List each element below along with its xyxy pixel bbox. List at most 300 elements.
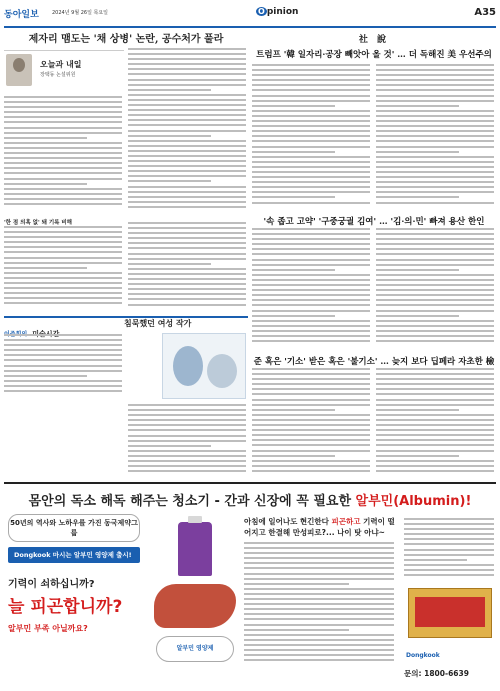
text-line <box>128 304 246 306</box>
editorial-text-2b <box>376 228 494 345</box>
editorial-text-1a <box>252 64 370 207</box>
column-text-c <box>4 226 122 308</box>
text-line <box>128 455 246 457</box>
text-line <box>4 277 122 279</box>
text-line <box>376 304 494 306</box>
product-box-image <box>408 588 492 638</box>
text-line <box>376 279 494 281</box>
text-line <box>252 253 370 255</box>
text-line <box>128 258 246 260</box>
text-line <box>244 562 394 564</box>
text-line <box>4 188 122 190</box>
text-line <box>252 146 370 148</box>
ad-question-1: 기력이 쇠하십니까? <box>8 579 95 590</box>
text-line <box>244 588 394 590</box>
text-line <box>376 233 494 235</box>
text-line <box>128 170 246 172</box>
text-line <box>128 222 246 224</box>
text-line <box>4 152 122 154</box>
text-line <box>128 206 246 208</box>
text-line <box>244 547 394 549</box>
text-line <box>252 171 370 173</box>
text-line <box>376 135 494 137</box>
text-line <box>244 634 394 636</box>
text-line <box>252 191 370 193</box>
text-line <box>252 196 335 198</box>
text-line <box>252 289 370 291</box>
text-line <box>376 110 494 112</box>
text-line <box>252 274 370 276</box>
text-line <box>4 282 122 284</box>
text-line <box>244 613 394 615</box>
text-line <box>252 330 370 332</box>
text-line <box>252 378 370 380</box>
text-line <box>244 578 394 580</box>
ad-body-headline-b: 피곤하고 <box>331 517 361 526</box>
text-line <box>252 100 370 102</box>
text-line <box>376 289 494 291</box>
text-line <box>376 161 494 163</box>
text-line <box>376 69 494 71</box>
text-line <box>252 161 370 163</box>
ad-anniversary: 50년의 역사와 노하우를 가진 동국제약그룹 <box>8 514 140 542</box>
column-text-d <box>128 222 246 309</box>
text-line <box>128 119 246 121</box>
ad-brand-footer: Dongkook <box>406 652 440 659</box>
text-line <box>376 181 494 183</box>
text-line <box>252 95 370 97</box>
text-line <box>376 115 494 117</box>
text-line <box>376 238 494 240</box>
text-line <box>244 654 394 656</box>
text-line <box>252 151 335 153</box>
text-line <box>252 228 370 230</box>
column-text-b <box>128 48 246 211</box>
text-line <box>252 455 335 457</box>
text-line <box>244 573 394 575</box>
text-line <box>128 145 246 147</box>
text-line <box>4 359 122 361</box>
ad-headline-text: 몸안의 독소 해독 해주는 청소기 - 간과 신장에 꼭 필요한 <box>28 494 356 509</box>
text-line <box>128 155 246 157</box>
author-portrait <box>6 54 32 86</box>
text-line <box>128 404 246 406</box>
text-line <box>376 444 494 446</box>
author-role <box>40 71 75 78</box>
text-line <box>128 84 246 86</box>
text-line <box>252 259 370 261</box>
text-line <box>376 248 494 250</box>
text-line <box>376 439 494 441</box>
text-line <box>4 349 122 351</box>
text-line <box>376 455 459 457</box>
text-line <box>4 231 122 233</box>
text-line <box>376 325 494 327</box>
text-line <box>252 69 370 71</box>
text-line <box>252 110 370 112</box>
text-line <box>128 99 246 101</box>
text-line <box>376 330 494 332</box>
art-column-title: 침묵했던 여성 작가 <box>124 318 192 328</box>
ad-body <box>244 516 400 664</box>
text-line <box>252 233 370 235</box>
text-line <box>252 186 370 188</box>
text-line <box>252 243 370 245</box>
text-line <box>252 429 370 431</box>
text-line <box>4 365 122 367</box>
text-line <box>376 125 494 127</box>
text-line <box>252 64 370 66</box>
text-line <box>4 354 122 356</box>
text-line <box>252 166 370 168</box>
text-line <box>376 373 494 375</box>
text-line <box>244 552 394 554</box>
text-line <box>376 340 494 342</box>
text-line <box>4 198 122 200</box>
text-line <box>4 241 122 243</box>
text-line <box>4 236 122 238</box>
text-line <box>376 383 494 385</box>
text-line <box>376 191 494 193</box>
text-line <box>4 262 122 264</box>
text-line <box>128 419 246 421</box>
text-line <box>252 340 370 342</box>
text-line <box>4 339 122 341</box>
text-line <box>4 203 122 205</box>
text-line <box>128 58 246 60</box>
ad-pill-label: 알부민 영양제 <box>156 636 234 662</box>
text-line <box>128 278 246 280</box>
text-line <box>244 624 394 626</box>
text-line <box>252 383 370 385</box>
text-line <box>128 191 246 193</box>
text-line <box>252 465 370 467</box>
text-line <box>128 114 246 116</box>
text-line <box>128 293 246 295</box>
text-line <box>128 68 246 70</box>
text-line <box>4 344 122 346</box>
text-line <box>4 178 122 180</box>
text-line <box>376 399 494 401</box>
text-line <box>4 297 122 299</box>
text-line <box>252 135 370 137</box>
text-line <box>252 294 370 296</box>
text-line <box>376 310 494 312</box>
text-line <box>128 242 246 244</box>
text-line <box>4 226 122 228</box>
text-line <box>252 248 370 250</box>
text-line <box>4 193 122 195</box>
text-line <box>376 84 494 86</box>
text-line <box>128 186 246 188</box>
text-line <box>252 310 370 312</box>
text-line <box>128 409 246 411</box>
text-line <box>128 273 246 275</box>
ad-body-headline-a: 아침에 일어나도 현긴한다 <box>244 517 332 526</box>
text-line <box>252 284 370 286</box>
text-line <box>404 559 467 561</box>
text-line <box>4 147 122 149</box>
text-line <box>4 127 122 129</box>
text-line <box>244 557 394 559</box>
text-line <box>128 150 246 152</box>
text-line <box>244 659 394 661</box>
text-line <box>376 368 494 370</box>
text-line <box>252 434 370 436</box>
text-line <box>376 320 494 322</box>
text-line <box>404 518 494 520</box>
text-line <box>376 100 494 102</box>
text-line <box>4 257 122 259</box>
text-line <box>376 151 459 153</box>
text-line <box>128 48 246 50</box>
section-label <box>256 7 298 17</box>
text-line <box>252 279 370 281</box>
text-line <box>128 140 246 142</box>
text-line <box>252 404 370 406</box>
editorial-text-1b <box>376 64 494 207</box>
text-line <box>128 124 246 126</box>
text-line <box>244 644 394 646</box>
text-line <box>244 567 394 569</box>
column-subhead: '한 점 의혹 없' 돼 기록 비해 <box>4 220 72 226</box>
text-line <box>252 115 370 117</box>
text-line <box>244 593 394 595</box>
text-line <box>4 267 87 269</box>
text-line <box>376 465 494 467</box>
text-line <box>252 269 335 271</box>
text-line <box>376 393 494 395</box>
text-line <box>128 424 246 426</box>
text-line <box>252 470 370 472</box>
text-line <box>4 167 122 169</box>
text-line <box>376 299 494 301</box>
text-line <box>128 429 246 431</box>
text-line <box>252 156 370 158</box>
text-line <box>244 629 349 631</box>
albumin-advertisement[interactable] <box>4 482 496 687</box>
ad-brand-banner: Dongkook 마시는 알부민 영양제 출시! <box>8 547 140 563</box>
author-title: 논설위원 <box>56 72 76 78</box>
text-line <box>252 181 370 183</box>
text-line <box>376 74 494 76</box>
text-line <box>376 79 494 81</box>
text-line <box>128 247 246 249</box>
text-line <box>376 146 494 148</box>
text-line <box>252 89 370 91</box>
ad-question-2: 늘 피곤합니까? <box>8 597 123 617</box>
text-line <box>128 263 211 265</box>
text-line <box>128 109 246 111</box>
text-line <box>128 450 246 452</box>
text-line <box>252 388 370 390</box>
text-line <box>128 130 246 132</box>
text-line <box>128 94 246 96</box>
text-line <box>128 435 246 437</box>
section-word: pinion <box>266 7 299 17</box>
text-line <box>128 232 246 234</box>
ad-contact-number[interactable]: 문의: 1800-6639 <box>404 669 469 678</box>
text-line <box>128 253 246 255</box>
column-text-a <box>4 96 122 208</box>
column-headline: 제자리 맴도는 '채 상병' 논란, 공수처가 풀라 <box>28 34 224 45</box>
text-line <box>4 121 122 123</box>
text-line <box>376 64 494 66</box>
ad-right-panel <box>404 518 496 682</box>
text-line <box>4 390 122 392</box>
editorial-title-1: 트럼프 '韓 일자리·공장 빼앗아 올 것' … 더 독해진 美 우선주의 <box>256 50 492 60</box>
text-line <box>128 470 246 472</box>
text-line <box>376 130 494 132</box>
author-box <box>4 50 124 88</box>
text-line <box>376 253 494 255</box>
text-line <box>252 368 370 370</box>
text-line <box>404 523 494 525</box>
text-line <box>376 424 494 426</box>
art-text-b <box>128 404 246 475</box>
text-line <box>252 393 370 395</box>
text-line <box>128 298 246 300</box>
ad-body-text <box>244 542 394 661</box>
editorial-text-3b <box>376 368 494 475</box>
text-line <box>376 196 459 198</box>
text-line <box>4 183 87 185</box>
text-line <box>376 228 494 230</box>
text-line <box>4 302 122 304</box>
text-line <box>252 140 370 142</box>
ad-side-text <box>404 518 494 576</box>
text-line <box>128 414 246 416</box>
text-line <box>128 460 246 462</box>
text-line <box>252 264 370 266</box>
text-line <box>376 95 494 97</box>
text-line <box>404 564 494 566</box>
text-line <box>404 549 494 551</box>
text-line <box>128 237 246 239</box>
text-line <box>376 186 494 188</box>
text-line <box>376 89 494 91</box>
text-line <box>376 470 494 472</box>
text-line <box>244 598 394 600</box>
text-line <box>128 104 246 106</box>
text-line <box>376 388 494 390</box>
text-line <box>4 370 122 372</box>
text-line <box>376 414 494 416</box>
text-line <box>128 201 246 203</box>
text-line <box>252 414 370 416</box>
page-number: A35 <box>474 7 496 18</box>
text-line <box>4 96 122 98</box>
text-line <box>252 79 370 81</box>
text-line <box>4 287 122 289</box>
text-line <box>376 140 494 142</box>
text-line <box>376 156 494 158</box>
text-line <box>128 175 246 177</box>
text-line <box>404 543 494 545</box>
text-line <box>376 419 494 421</box>
text-line <box>128 283 246 285</box>
artwork-image <box>162 333 246 399</box>
text-line <box>4 334 122 336</box>
text-line <box>252 335 370 337</box>
text-line <box>252 125 370 127</box>
ad-headline-product: 알부민(Albumin)! <box>355 494 472 509</box>
text-line <box>376 202 494 204</box>
text-line <box>4 142 122 144</box>
text-line <box>128 160 246 162</box>
editorial-title-2: '속 좁고 고약' '구중궁궐 김여' … '김·의·민' 빠져 용산 한인 <box>263 217 485 227</box>
product-bottle-icon <box>178 522 212 576</box>
text-line <box>376 166 494 168</box>
text-line <box>128 288 246 290</box>
ad-question-3: 알부민 부족 아닐까요? <box>8 624 88 633</box>
text-line <box>376 243 494 245</box>
text-line <box>4 272 122 274</box>
opinion-column <box>4 32 248 78</box>
text-line <box>252 130 370 132</box>
text-line <box>252 409 335 411</box>
editorial-label: 社 說 <box>358 35 390 45</box>
text-line <box>376 409 459 411</box>
text-line <box>252 176 370 178</box>
text-line <box>252 238 370 240</box>
ad-left-panel <box>4 514 144 684</box>
text-line <box>128 79 246 81</box>
text-line <box>404 538 494 540</box>
text-line <box>404 574 494 576</box>
text-line <box>252 315 335 317</box>
text-line <box>4 172 122 174</box>
text-line <box>244 583 349 585</box>
text-line <box>244 639 394 641</box>
text-line <box>4 375 87 377</box>
text-line <box>404 554 494 556</box>
text-line <box>404 533 494 535</box>
text-line <box>128 180 211 182</box>
text-line <box>128 440 246 442</box>
text-line <box>376 171 494 173</box>
ad-product-illustration <box>150 518 240 678</box>
issue-date: 2024년 9월 26일 목요일 <box>52 10 109 16</box>
text-line <box>376 274 494 276</box>
text-line <box>404 569 494 571</box>
text-line <box>128 445 211 447</box>
text-line <box>376 429 494 431</box>
ad-body-headline <box>244 516 400 538</box>
text-line <box>4 101 122 103</box>
text-line <box>128 465 246 467</box>
page-header <box>4 4 496 28</box>
art-shape <box>207 354 237 388</box>
text-line <box>4 162 122 164</box>
author-name: 장택동 <box>40 72 55 78</box>
text-line <box>128 73 246 75</box>
author-tag: 오늘과 내일 <box>40 60 82 69</box>
text-line <box>376 434 494 436</box>
text-line <box>376 284 494 286</box>
text-line <box>376 378 494 380</box>
text-line <box>128 135 211 137</box>
text-line <box>252 120 370 122</box>
text-line <box>376 259 494 261</box>
ad-body-headline-c: 기력이 떨어지고 한결해 만성피로?... 나이 탓 아냐~ <box>244 517 395 537</box>
text-line <box>252 419 370 421</box>
text-line <box>252 373 370 375</box>
text-line <box>376 335 494 337</box>
text-line <box>128 165 246 167</box>
text-line <box>4 246 122 248</box>
editorial-text-2a <box>252 228 370 345</box>
